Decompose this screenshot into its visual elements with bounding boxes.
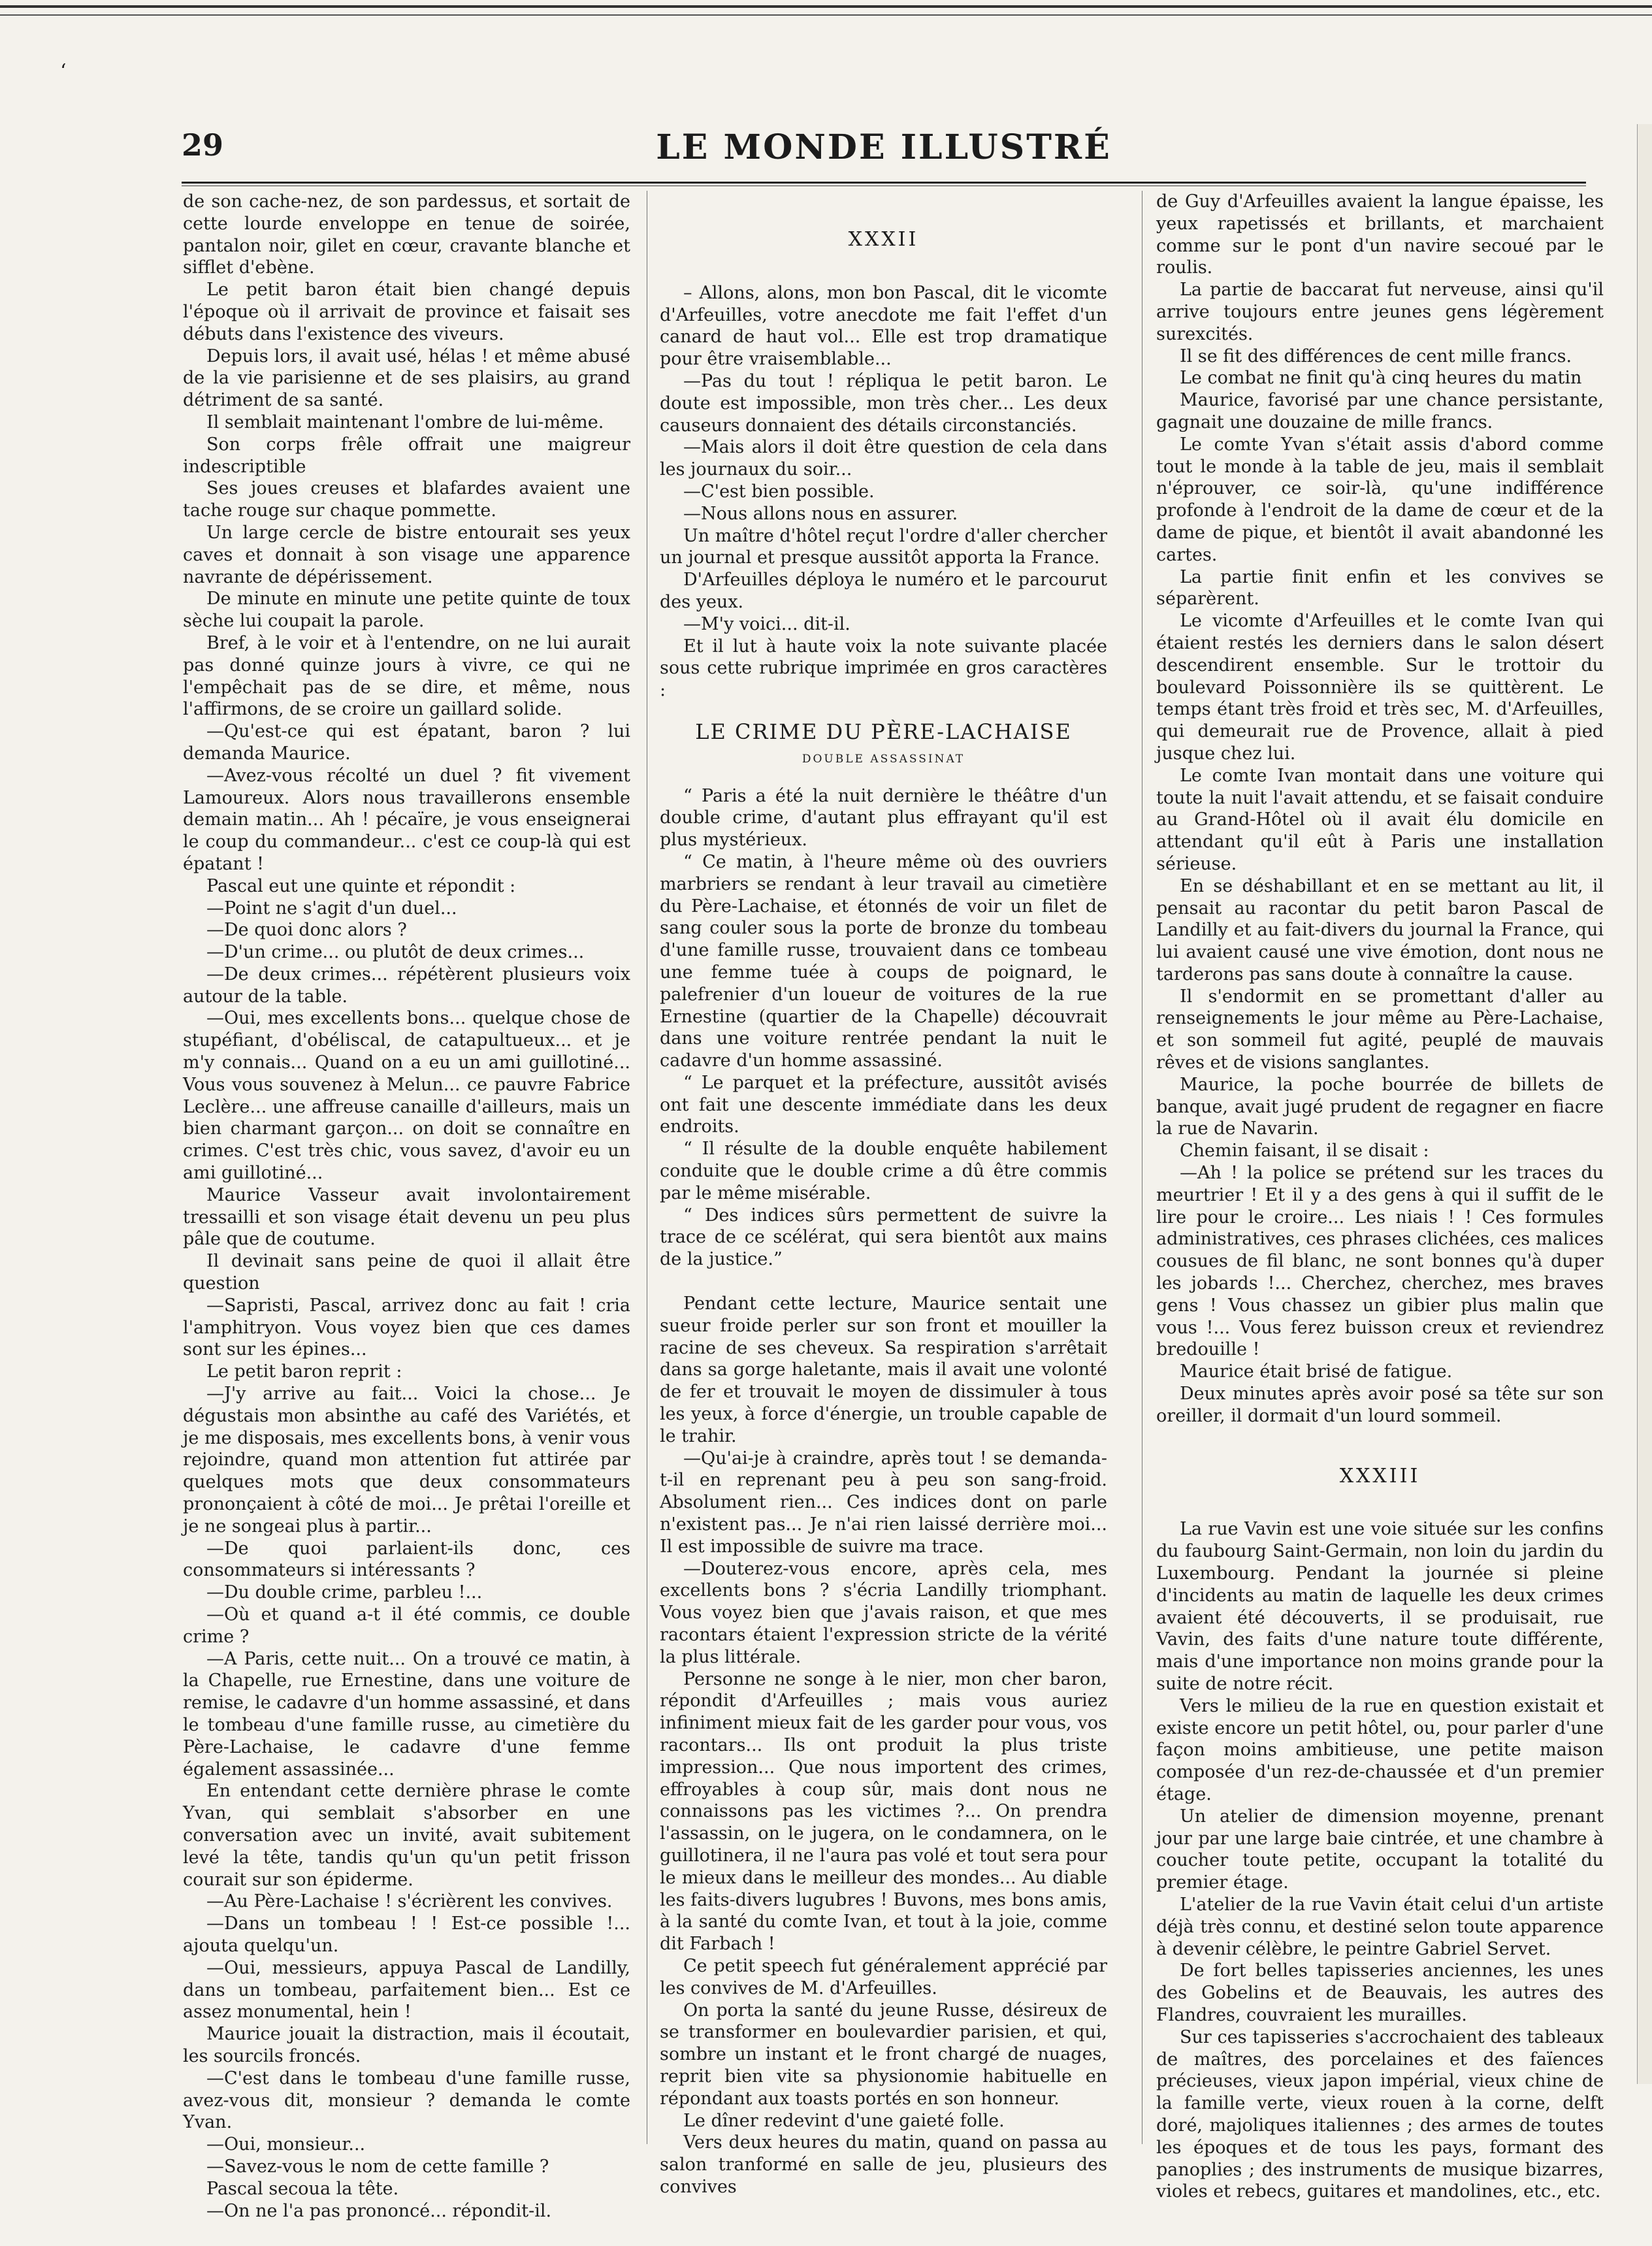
- paragraph: Le comte Ivan montait dans une voiture qui toute la nuit l'avait attendu, et se faisait conduire au Grand-Hôtel où il avait élu domicile en attendant qu'il eût à Paris une installation sérieuse.: [1156, 765, 1604, 874]
- paragraph: —Du double crime, parbleu !...: [206, 1582, 483, 1603]
- paragraph: Maurice, favorisé par une chance persistante, gagnait une douzaine de mille francs.: [1156, 390, 1604, 432]
- paragraph: Et il lut à haute voix la note suivante placée sous cette rubrique imprimée en gros caractères :: [660, 636, 1107, 701]
- paragraph: —C'est dans le tombeau d'une famille russe, avez-vous dit, monsieur ? demanda le comte Yvan.: [183, 2068, 630, 2133]
- paragraph: —C'est bien possible.: [683, 481, 875, 502]
- paragraph: —A Paris, cette nuit... On a trouvé ce matin, à la Chapelle, rue Ernestine, dans une voiture de remise, le cadavre d'un homme assassiné, et dans le tombeau d'une famille russe, au cimetière du Père-Lachaise, le cadavre d'une femme également assassinée...: [183, 1648, 630, 1780]
- paragraph: —Qu'est-ce qui est épatant, baron ? lui demanda Maurice.: [183, 721, 630, 764]
- paragraph: L'atelier de la rue Vavin était celui d'un artiste déjà très connu, et destiné selon toute apparence à devenir célèbre, le peintre Gabriel Servet.: [1156, 1894, 1604, 1959]
- page-header: [182, 127, 1586, 173]
- paragraph: “ Ce matin, à l'heure même où des ouvriers marbriers se rendant à leur travail au cimetière du Père-Lachaise, et étonnés de voir un filet de sang couler sous la porte de bronze du tombeau d'une famille russe, trouvaient dans ce tombeau une femme tuée à coups de poignard, le palefrenier d'un loueur de voitures de la rue Ernestine (quartier de la Chapelle) découvrait dans une voiture rentrée pendant la nuit le cadavre d'un homme assassiné.: [660, 851, 1107, 1071]
- paragraph: La partie de baccarat fut nerveuse, ainsi qu'il arrive toujours entre jeunes gens légèrement surexcités.: [1156, 280, 1604, 344]
- paragraph: de son cache-nez, de son pardessus, et sortait de cette lourde enveloppe en tenue de soirée, pantalon noir, gilet en cœur, cravante blanche et sifflet d'ebène.: [183, 191, 630, 278]
- paragraph: On porta la santé du jeune Russe, désireux de se transformer en boulevardier parisien, et qui, sombre un instant et le front chargé de nuages, reprit bien vite sa physionomie habituelle en répondant aux toasts portés en son honneur.: [660, 2000, 1107, 2109]
- paragraph: Deux minutes après avoir posé sa tête sur son oreiller, il dormait d'un lourd sommeil.: [1156, 1384, 1604, 1426]
- paragraph: Maurice jouait la distraction, mais il écoutait, les sourcils froncés.: [183, 2024, 630, 2066]
- paragraph: “ Des indices sûrs permettent de suivre la trace de ce scélérat, qui sera bientôt aux mains de la justice.”: [660, 1205, 1107, 1270]
- paragraph: —Oui, mes excellents bons... quelque chose de stupéfiant, d'obéliscal, de catapultueux... et je m'y connais... Quand on a eu un ami guillotiné... Vous vous souvenez à Melun... ce pauvre Fabrice Leclère... une affreuse canaille d'ailleurs, mais un bien charmant garçon... on doit se connaître en crimes. C'est très chic, vous savez, d'avoir eu un ami guillotiné...: [183, 1008, 630, 1184]
- paragraph: Ses joues creuses et blafardes avaient une tache rouge sur chaque pommette.: [183, 478, 630, 521]
- paragraph: Chemin faisant, il se disait :: [1180, 1141, 1429, 1162]
- paragraph: Le petit baron était bien changé depuis l'époque où il arrivait de province et faisait ses débuts dans l'existence des viveurs.: [183, 280, 630, 344]
- paragraph: Le combat ne finit qu'à cinq heures du matin: [1180, 368, 1582, 389]
- paragraph: —Qu'ai-je à craindre, après tout ! se demanda-t-il en reprenant peu à peu son sang-froid. Absolument rien... Ces indices dont on parle n'existent pas... Je n'ai rien laissé derrière moi... Il est impossible de suivre ma trace.: [660, 1448, 1107, 1557]
- paragraph: Pascal eut une quinte et répondit :: [206, 875, 516, 896]
- paragraph: De minute en minute une petite quinte de toux sèche lui coupait la parole.: [183, 589, 630, 632]
- paragraph: – Allons, alons, mon bon Pascal, dit le vicomte d'Arfeuilles, votre anecdote me fait l'effet d'un canard de haut vol... Elle est trop dramatique pour être vraisemblable...: [660, 282, 1107, 370]
- top-border: [0, 5, 1652, 16]
- paragraph: —Ah ! la police se prétend sur les traces du meurtrier ! Et il y a des gens à qui il suffit de le lire pour le croire... Les niais ! ! Ces formules administratives, ces phrases clichées, ces malices cousues de fil blanc, ne sont bonnes qu'à duper les jobards !... Cherchez, cherchez, mes braves gens ! Vous chassez un gibier plus malin que vous !... Vous ferez buisson creux et reviendrez bredouille !: [1156, 1163, 1604, 1360]
- paragraph: Il s'endormit en se promettant d'aller au renseignements le jour même au Père-Lachaise, et son sommeil fut agité, peuplé de mauvais rêves et de visions sanglantes.: [1156, 986, 1604, 1073]
- paragraph: —M'y voici... dit-il.: [683, 613, 850, 634]
- paragraph: Maurice Vasseur avait involontairement tressailli et son visage était devenu un peu plus pâle que de coutume.: [183, 1184, 630, 1250]
- paragraph: —De quoi donc alors ?: [206, 920, 407, 941]
- column-1: [183, 191, 630, 2222]
- paragraph: Il semblait maintenant l'ombre de lui-même.: [206, 412, 604, 432]
- paragraph: —Avez-vous récolté un duel ? fit vivement Lamoureux. Alors nous travaillerons ensemble demain matin... Ah ! pécaïre, je vous enseignerai le coup du commandeur... c'est ce coup-là qui est épatant !: [183, 765, 630, 874]
- paragraph: Un maître d'hôtel reçut l'ordre d'aller chercher un journal et presque aussitôt apporta la France.: [660, 525, 1107, 568]
- paragraph: —Point ne s'agit d'un duel...: [206, 898, 457, 919]
- paragraph: D'Arfeuilles déploya le numéro et le parcourut des yeux.: [660, 570, 1107, 612]
- paragraph: Un large cercle de bistre entourait ses yeux caves et donnait à son visage une apparence navrante de dépérissement.: [183, 522, 630, 587]
- article-title: LE CRIME DU PÈRE-LACHAISE: [695, 719, 1072, 744]
- paragraph: —D'un crime... ou plutôt de deux crimes...: [206, 942, 585, 963]
- paragraph: Pendant cette lecture, Maurice sentait une sueur froide perler sur son front et mouiller la racine de ses cheveux. Sa respiration s'arrêtait dans sa gorge haletante, mais il avait une volonté de fer et trouvait le moyen de dissimuler à tous les yeux, à force d'énergie, un trouble capable de le trahir.: [660, 1294, 1107, 1446]
- column-1-text: [183, 191, 630, 2222]
- paragraph: Le petit baron reprit :: [206, 1361, 402, 1382]
- paragraph: Pascal secoua la tête.: [206, 2178, 399, 2199]
- paragraph: La partie finit enfin et les convives se séparèrent.: [1156, 566, 1604, 610]
- paragraph: Depuis lors, il avait usé, hélas ! et même abusé de la vie parisienne et de ses plaisirs, au grand détriment de sa santé.: [183, 346, 630, 411]
- paragraph: —Savez-vous le nom de cette famille ?: [206, 2156, 549, 2177]
- margin-mark: ʻ: [60, 60, 67, 83]
- paragraph: —Douterez-vous encore, après cela, mes excellents bons ? s'écria Landilly triomphant. Vous voyez bien que j'avais raison, et que mes racontars étaient l'expression stricte de la vérité la plus littérale.: [660, 1558, 1107, 1667]
- paragraph: “ Il résulte de la double enquête habilement conduite que le double crime a dû être commis par le même misérable.: [660, 1139, 1107, 1203]
- paragraph: Il se fit des différences de cent mille francs.: [1180, 346, 1572, 366]
- paragraph: “ Le parquet et la préfecture, aussitôt avisés ont fait une descente immédiate dans les deux endroits.: [660, 1072, 1107, 1137]
- paragraph: —De quoi parlaient-ils donc, ces consommateurs si intéressants ?: [183, 1538, 630, 1581]
- article-body: [660, 785, 1107, 1271]
- paragraph: Maurice, la poche bourrée de billets de banque, avait jugé prudent de regagner en fiacre la rue de Navarin.: [1156, 1074, 1604, 1139]
- paragraph: —J'y arrive au fait... Voici la chose... Je dégustais mon absinthe au café des Variétés, et je me disposais, mes excellents bons, à venir vous rejoindre, quand mon attention fut attirée par quelques mots que deux consommateurs prononçaient à côté de moi... Je prêtai l'oreille et je ne songeai plus à partir...: [183, 1384, 630, 1537]
- paragraph: Son corps frêle offrait une maigreur indescriptible: [183, 434, 630, 477]
- paragraph: “ Paris a été la nuit dernière le théâtre d'un double crime, d'autant plus effrayant qu'il est plus mystérieux.: [660, 785, 1107, 851]
- column-3-text-continued: [1156, 1518, 1604, 2203]
- paragraph: —Pas du tout ! répliqua le petit baron. Le doute est impossible, mon très cher... Les deux causeurs donnaient des détails circonstanciés.: [660, 370, 1107, 436]
- paragraph: —Mais alors il doit être question de cela dans les journaux du soir...: [660, 437, 1107, 480]
- paragraph: Maurice était brisé de fatigue.: [1180, 1361, 1453, 1382]
- paragraph: En se déshabillant et en se mettant au lit, il pensait au racontar du petit baron Pascal de Landilly et au fait-divers du journal la France, qui lui avaient causé une vive émotion, dont nous ne tarderons pas sans doute à connaître la cause.: [1156, 875, 1604, 985]
- paragraph: La rue Vavin est une voie située sur les confins du faubourg Saint-Germain, non loin du jardin du Luxembourg. Pendant la journée si pleine d'incidents au matin de laquelle les deux crimes avaient été découverts, il se produisait, rue Vavin, des faits d'une nature toute différente, mais d'une importance non moins grande pour la suite de notre récit.: [1156, 1519, 1604, 1694]
- paragraph: Vers deux heures du matin, quand on passa au salon tranformé en salle de jeu, plusieurs des convives: [660, 2132, 1107, 2197]
- paragraph: —Au Père-Lachaise ! s'écrièrent les convives.: [206, 1891, 613, 1912]
- paragraph: —Oui, monsieur...: [206, 2134, 366, 2155]
- paragraph: —Dans un tombeau ! ! Est-ce possible !... ajouta quelqu'un.: [183, 1913, 630, 1956]
- paragraph: Bref, à le voir et à l'entendre, on ne lui aurait pas donné quinze jours à vivre, ce qui ne l'empêchait pas de se dire, et même, nous l'affirmons, de se croire un gaillard solide.: [183, 632, 630, 720]
- paragraph: Personne ne songe à le nier, mon cher baron, répondit d'Arfeuilles ; mais vous auriez infiniment mieux fait de les garder pour vous, vos racontars... Ils ont produit la plus triste impression... Que nous importent des crimes, effroyables à coup sûr, mais dont nous ne connaissons pas les victimes ?... On prendra l'assassin, on le jugera, on le condamnera, on le guillotinera, il ne l'aura pas volé et tout sera pour le mieux dans le meilleur des mondes... Au diable les faits-divers lugubres ! Buvons, mes bons amis, à la santé du comte Ivan, et tout à la joie, comme dit Farbach !: [660, 1668, 1107, 1955]
- paragraph: Sur ces tapisseries s'accrochaient des tableaux de maîtres, des porcelaines et des faïences précieuses, vieux japon impérial, vieux chine de la famille verte, vieux rouen à la corne, delft doré, majoliques italiennes ; des armes de toutes les époques et de tous les pays, formant des panoplies ; des instruments de musique bizarres, violes et rebecs, guitares et mandolines, etc., etc.: [1156, 2026, 1604, 2202]
- paragraph: —Nous allons nous en assurer.: [683, 503, 958, 524]
- paragraph: —Où et quand a-t il été commis, ce double crime ?: [183, 1604, 630, 1647]
- paragraph: Le vicomte d'Arfeuilles et le comte Ivan qui étaient restés les derniers dans le salon désert descendirent ensemble. Sur le trottoir du boulevard Poissonnière ils se quittèrent. Le temps étant très froid et très sec, M. d'Arfeuilles, qui demeurait rue de Provence, allait à pied jusque chez lui.: [1156, 611, 1604, 764]
- paragraph: De fort belles tapisseries anciennes, les unes des Gobelins et de Beauvais, les autres des Flandres, couvraient les murailles.: [1156, 1961, 1604, 2025]
- paragraph: —Oui, messieurs, appuya Pascal de Landilly, dans un tombeau, parfaitement bien... Est ce assez monumental, hein !: [183, 1957, 630, 2023]
- header-rule: [182, 182, 1586, 184]
- paragraph: Il devinait sans peine de quoi il allait être question: [183, 1251, 630, 1294]
- column-3-text: [1156, 191, 1604, 1427]
- paragraph: Le comte Yvan s'était assis d'abord comme tout le monde à la table de jeu, mais il semblait n'éprouver, ce soir-là, qu'une indifférence profonde à l'endroit de la dame de cœur et de la dame de pique, et bientôt il avait abandonné les cartes.: [1156, 434, 1604, 565]
- paragraph: —De deux crimes... répétèrent plusieurs voix autour de la table.: [183, 964, 630, 1007]
- paragraph: Le dîner redevint d'une gaieté folle.: [683, 2110, 1005, 2131]
- paragraph: —On ne l'a pas prononcé... répondit-il.: [206, 2200, 552, 2221]
- paragraph: —Sapristi, Pascal, arrivez donc au fait ! cria l'amphitryon. Vous voyez bien que ces dames sont sur les épines...: [183, 1295, 630, 1360]
- chapter-heading: XXXII: [848, 228, 919, 251]
- paragraph: de Guy d'Arfeuilles avaient la langue épaisse, les yeux rapetissés et brillants, et marchaient comme sur le pont d'un navire secoué par le roulis.: [1156, 191, 1604, 278]
- paragraph: Ce petit speech fut généralement apprécié par les convives de M. d'Arfeuilles.: [660, 1955, 1107, 1998]
- next-page-edge: [1637, 124, 1652, 2084]
- article-subtitle: DOUBLE ASSASSINAT: [802, 752, 965, 766]
- chapter-heading: XXXIII: [1339, 1464, 1421, 1488]
- paragraph: Vers le milieu de la rue en question existait et existe encore un petit hôtel, ou, pour parler d'une façon moins ambitieuse, une petite maison composée d'un rez-de-chaussée et d'un premier étage.: [1156, 1695, 1604, 1804]
- paragraph: Un atelier de dimension moyenne, prenant jour par une large baie cintrée, et une chambre à coucher toute petite, occupant la totalité du premier étage.: [1156, 1806, 1604, 1893]
- page-number: 29: [182, 127, 224, 163]
- column-3: [1156, 191, 1604, 2203]
- paragraph: En entendant cette dernière phrase le comte Yvan, qui semblait s'absorber en une conversation avec un invité, avait subitement levé la tête, tandis qu'un qu'un petit frisson courait sur son épiderme.: [183, 1781, 630, 1890]
- column-2-text: [660, 282, 1107, 702]
- column-2-text-continued: [660, 1293, 1107, 2198]
- masthead-title: LE MONDE ILLUSTRÉ: [656, 127, 1112, 167]
- column-2: [660, 191, 1107, 2198]
